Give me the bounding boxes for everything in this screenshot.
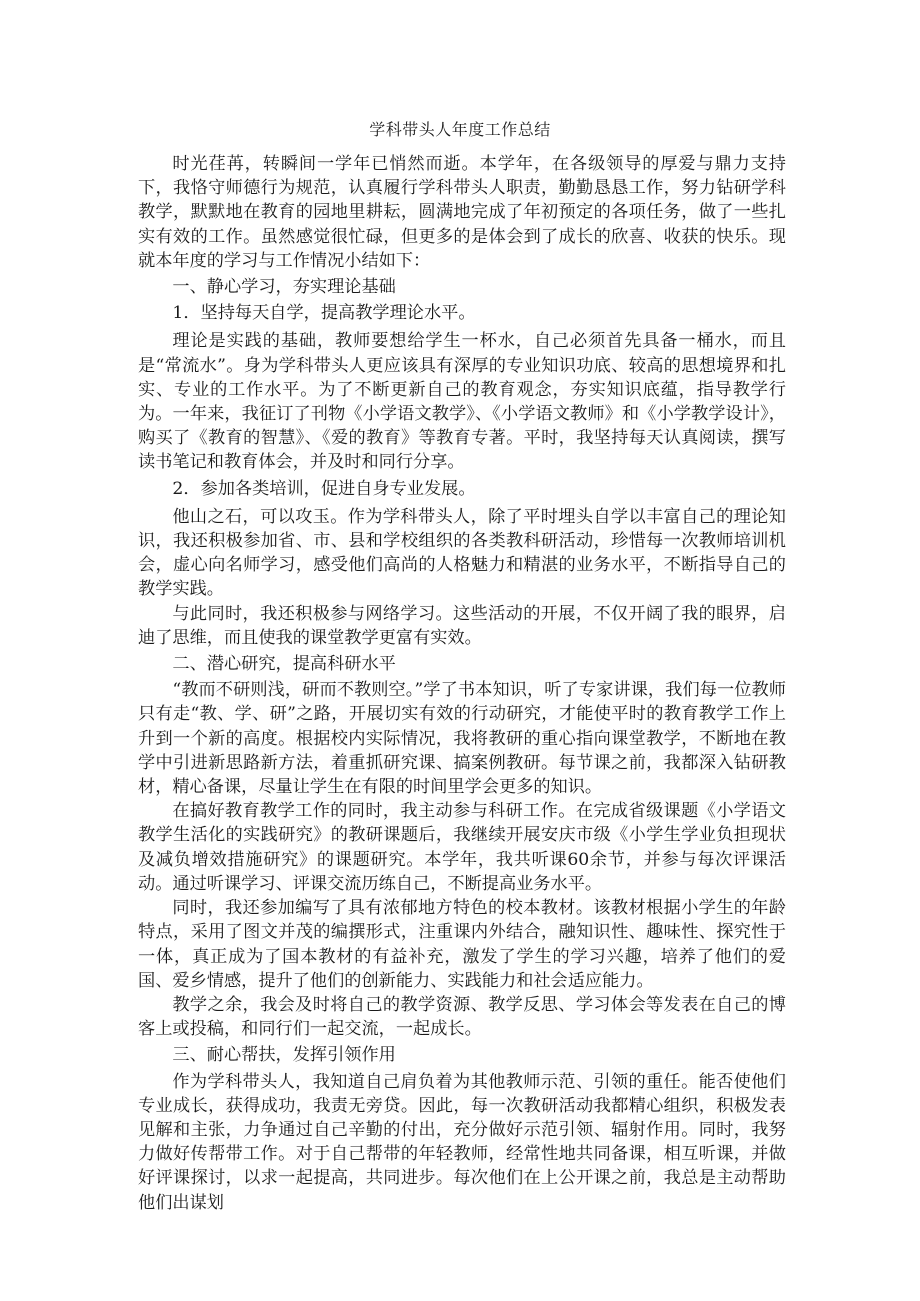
paragraph-research-projects: 在搞好教育教学工作的同时，我主动参与科研工作。在完成省级课题《小学语文教学生活化的实践研究》的教研课题后，我继续开展安庆市级《小学生学业负担现状及减负增效措施研究》的课题研究。本学年，我共听课60余节，并参与每次评课活动。通过听课学习、评课交流历练自己，不断提高业务水平。	[138, 801, 786, 894]
paragraph-training: 他山之石，可以攻玉。作为学科带头人，除了平时埋头自学以丰富自己的理论知识，我还积极参加省、市、县和学校组织的各类教科研活动，珍惜每一次教师培训机会，虚心向名师学习，感受他们高尚的人格魅力和精湛的业务水平，不断指导自己的教学实践。	[138, 506, 786, 600]
paragraph-theory: 理论是实践的基础，教师要想给学生一杯水，自己必须首先具备一桶水，而且是“常流水”。身为学科带头人更应该具有深厚的专业知识功底、较高的思想境界和扎实、专业的工作水平。为了不断更新自己的教育观念，夯实知识底蕴，指导教学行为。一年来，我征订了刊物《小学语文教学》、《小学语文教师》和《小学教学设计》，购买了《教育的智慧》、《爱的教育》等教育专著。平时，我坚持每天认真阅读，撰写读书笔记和教育体会，并及时和同行分享。	[138, 331, 786, 473]
document-title: 学科带头人年度工作总结	[369, 120, 551, 139]
paragraph-mentoring: 作为学科带头人，我知道自己肩负着为其他教师示范、引领的重任。能否使他们专业成长，获得成功，我责无旁贷。因此，每一次教研活动我都精心组织，积极发表见解和主张，力争通过自己辛勤的付出，充分做好示范引领、辐射作用。同时，我努力做好传帮带工作。对于自己帮带的年轻教师，经常性地共同备课，相互听课，并做好评课探讨，以求一起提高，共同进步。每次他们在上公开课之前，我总是主动帮助他们出谋划	[138, 1071, 786, 1213]
paragraph-research-intro: “教而不研则浅，研而不教则空。”学了书本知识，听了专家讲课，我们每一位教师只有走“教、学、研”之路，开展切实有效的行动研究，才能使平时的教育教学工作上升到一个新的高度。根据校内实际情况，我将教研的重心指向课堂教学，不断地在教学中引进新思路新方法，着重抓研究课、搞案例教研。每节课之前，我都深入钻研教材，精心备课，尽量让学生在有限的时间里学会更多的知识。	[138, 680, 786, 798]
paragraph-intro: 时光荏苒，转瞬间一学年已悄然而逝。本学年，在各级领导的厚爱与鼎力支持下，我恪守师德行为规范，认真履行学科带头人职责，勤勤恳恳工作，努力钻研学科教学，默默地在教育的园地里耕耘，圆满地完成了年初预定的各项任务，做了一些扎实有效的工作。虽然感觉很忙碌，但更多的是体会到了成长的欣喜、收获的快乐。现就本年度的学习与工作情况小结如下：	[138, 154, 786, 271]
subsection-heading-1-2: 2．参加各类培训，促进自身专业发展。	[172, 478, 476, 499]
section-heading-1: 一、静心学习，夯实理论基础	[172, 277, 396, 298]
document-body	[138, 152, 786, 1215]
paragraph-textbook: 同时，我还参加编写了具有浓郁地方特色的校本教材。该教材根据小学生的年龄特点，采用了图文并茂的编撰形式，注重课内外结合，融知识性、趣味性、探究性于一体，真正成为了国本教材的有益补充，激发了学生的学习兴趣，培养了他们的爱国、爱乡情感，提升了他们的创新能力、实践能力和社会适应能力。	[138, 898, 786, 991]
subsection-heading-1-1: 1．坚持每天自学，提高教学理论水平。	[172, 303, 476, 324]
paragraph-online-learning: 与此同时，我还积极参与网络学习。这些活动的开展，不仅开阔了我的眼界，启迪了思维，而且使我的课堂教学更富有实效。	[138, 603, 786, 648]
paragraph-blog: 教学之余，我会及时将自己的教学资源、教学反思、学习体会等发表在自己的博客上或投稿，和同行们一起交流，一起成长。	[138, 994, 786, 1040]
section-heading-2: 二、潜心研究，提高科研水平	[172, 654, 396, 675]
section-heading-3: 三、耐心帮扶，发挥引领作用	[172, 1045, 396, 1066]
